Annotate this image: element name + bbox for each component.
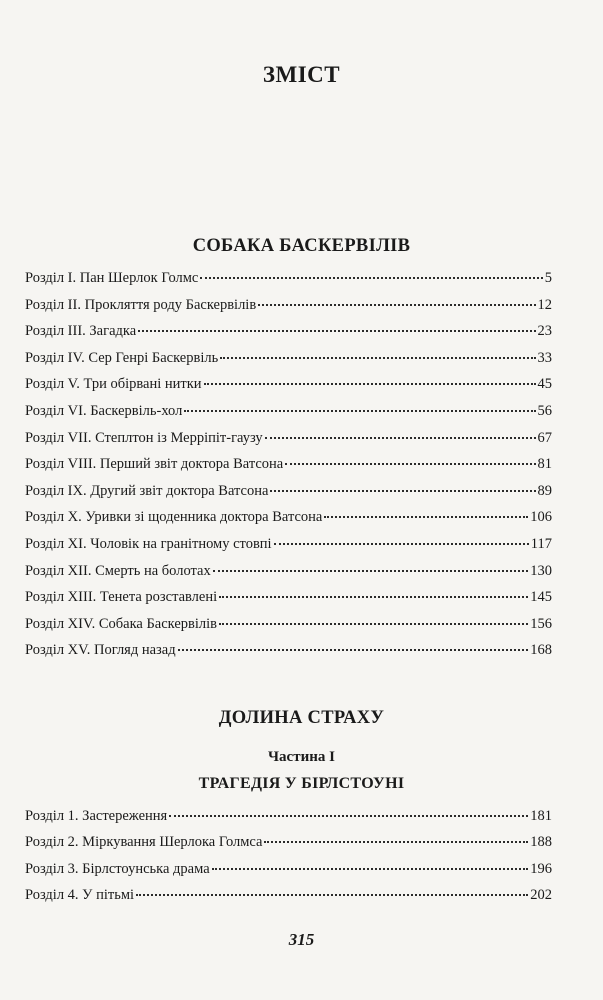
part-title: Частина I bbox=[268, 749, 335, 765]
toc-entry[interactable] bbox=[25, 456, 552, 483]
toc-entry-label: Розділ XII. Смерть на болотах bbox=[25, 562, 211, 579]
page-title: ЗМІСТ bbox=[262, 62, 341, 87]
toc-entry-page: 202 bbox=[530, 886, 552, 903]
toc-leader-dots bbox=[270, 489, 535, 492]
toc-entry-page: 81 bbox=[537, 456, 552, 473]
toc-entry-page: 168 bbox=[530, 642, 552, 659]
toc-entry-page: 130 bbox=[530, 562, 552, 579]
toc-leader-dots bbox=[200, 276, 542, 279]
toc-leader-dots bbox=[138, 329, 535, 332]
toc-list-valley bbox=[25, 808, 552, 913]
toc-entry-page: 196 bbox=[530, 860, 552, 877]
toc-entry[interactable] bbox=[25, 403, 552, 430]
toc-entry[interactable] bbox=[25, 270, 552, 297]
toc-entry[interactable] bbox=[25, 563, 552, 590]
toc-leader-dots bbox=[184, 409, 535, 412]
toc-entry[interactable] bbox=[25, 616, 552, 643]
toc-entry[interactable] bbox=[25, 861, 552, 887]
toc-leader-dots bbox=[178, 648, 529, 651]
toc-entry-page: 181 bbox=[530, 808, 552, 824]
toc-leader-dots bbox=[169, 814, 528, 817]
toc-entry-page: 89 bbox=[537, 482, 552, 499]
toc-leader-dots bbox=[258, 303, 535, 306]
toc-leader-dots bbox=[274, 542, 529, 545]
toc-entry[interactable] bbox=[25, 323, 552, 350]
section-title-hound: СОБАКА БАСКЕРВІЛІВ bbox=[192, 236, 411, 256]
toc-entry-page: 145 bbox=[530, 589, 552, 606]
toc-entry-page: 67 bbox=[537, 429, 552, 446]
page-number: 315 bbox=[288, 930, 315, 949]
toc-entry-page: 106 bbox=[530, 509, 552, 526]
toc-entry-label: Розділ IV. Сер Генрі Баскервіль bbox=[25, 349, 219, 366]
toc-entry-label: Розділ X. Уривки зі щоденника доктора Ватсона bbox=[25, 509, 323, 526]
toc-leader-dots bbox=[213, 569, 529, 572]
toc-leader-dots bbox=[136, 893, 528, 896]
toc-entry-page: 33 bbox=[537, 349, 552, 366]
toc-entry[interactable] bbox=[25, 376, 552, 403]
toc-entry[interactable] bbox=[25, 808, 552, 834]
toc-entry[interactable] bbox=[25, 536, 552, 563]
toc-entry-page: 117 bbox=[530, 535, 552, 552]
toc-entry-label: Розділ XI. Чоловік на гранітному стовпі bbox=[25, 535, 272, 552]
toc-leader-dots bbox=[324, 515, 528, 518]
toc-entry-label: Розділ 3. Бірлстоунська драма bbox=[25, 860, 210, 877]
toc-entry-page: 23 bbox=[537, 323, 552, 340]
toc-entry-label: Розділ I. Пан Шерлок Голмс bbox=[25, 270, 199, 286]
toc-leader-dots bbox=[204, 382, 536, 385]
toc-entry[interactable] bbox=[25, 483, 552, 510]
toc-leader-dots bbox=[212, 867, 529, 870]
section-title-valley: ДОЛИНА СТРАХУ bbox=[218, 708, 385, 728]
toc-entry[interactable] bbox=[25, 834, 552, 860]
toc-entry-label: Розділ VI. Баскервіль-хол bbox=[25, 402, 183, 419]
toc-entry-page: 5 bbox=[544, 270, 552, 286]
toc-entry[interactable] bbox=[25, 589, 552, 616]
toc-entry-label: Розділ VII. Степлтон із Мерріпіт-гаузу bbox=[25, 429, 263, 446]
toc-entry-label: Розділ XV. Погляд назад bbox=[25, 642, 176, 659]
toc-entry-label: Розділ XIV. Собака Баскервілів bbox=[25, 615, 218, 632]
toc-entry[interactable] bbox=[25, 887, 552, 913]
toc-entry-label: Розділ 2. Міркування Шерлока Голмса bbox=[25, 834, 263, 851]
toc-entry[interactable] bbox=[25, 350, 552, 377]
toc-entry[interactable] bbox=[25, 509, 552, 536]
toc-entry-label: Розділ 1. Застереження bbox=[25, 808, 168, 824]
toc-entry-label: Розділ 4. У пітьмі bbox=[25, 886, 135, 903]
toc-entry-label: Розділ XIII. Тенета розставлені bbox=[25, 589, 218, 606]
toc-entry-page: 45 bbox=[537, 376, 552, 393]
toc-entry-page: 12 bbox=[537, 296, 552, 313]
toc-entry-label: Розділ II. Прокляття роду Баскервілів bbox=[25, 296, 257, 313]
toc-entry-label: Розділ IX. Другий звіт доктора Ватсона bbox=[25, 482, 269, 499]
toc-leader-dots bbox=[285, 462, 535, 465]
toc-leader-dots bbox=[265, 436, 536, 439]
toc-entry-page: 156 bbox=[530, 615, 552, 632]
toc-entry-label: Розділ III. Загадка bbox=[25, 323, 137, 340]
subsection-title: ТРАГЕДІЯ У БІРЛСТОУНІ bbox=[198, 775, 405, 792]
toc-leader-dots bbox=[264, 840, 528, 843]
toc-entry-page: 188 bbox=[530, 834, 552, 851]
toc-entry[interactable] bbox=[25, 642, 552, 669]
toc-entry-label: Розділ V. Три обірвані нитки bbox=[25, 376, 202, 393]
toc-entry[interactable] bbox=[25, 430, 552, 457]
toc-entry-label: Розділ VIII. Перший звіт доктора Ватсона bbox=[25, 456, 284, 473]
toc-leader-dots bbox=[220, 356, 535, 359]
toc-leader-dots bbox=[219, 622, 528, 625]
toc-entry-page: 56 bbox=[537, 402, 552, 419]
toc-list-hound bbox=[25, 270, 552, 669]
toc-entry[interactable] bbox=[25, 297, 552, 324]
toc-leader-dots bbox=[219, 595, 528, 598]
